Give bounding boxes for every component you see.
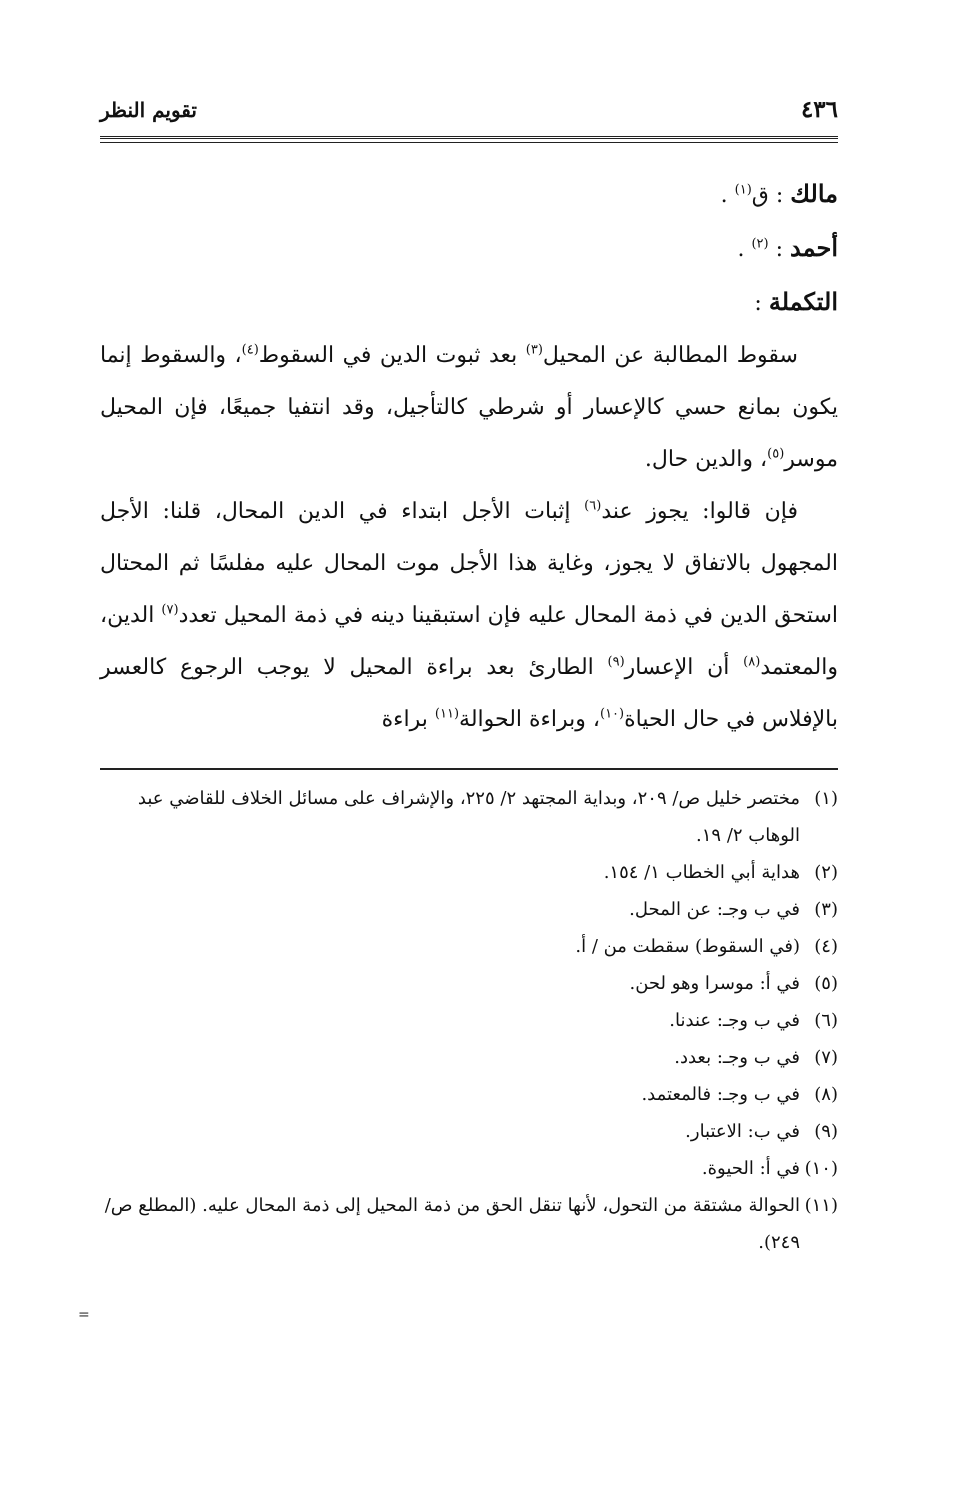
text-run: ، والسقوط إنما يكون بمانع حسي كالإعسار أو شرطي كالتأجيل، وقد انتفيا جميعًا، فإن المحيل موسر [100, 343, 838, 472]
footnote-ref: (٧) [161, 602, 179, 618]
page-number: ٤٣٦ [800, 96, 838, 123]
text-run: ، وبراءة الحوالة [459, 707, 600, 732]
footnote-ref: (٨) [743, 654, 761, 670]
head-ahmad [100, 222, 838, 276]
paragraph [100, 330, 838, 486]
head-malik [100, 168, 838, 222]
footnote [100, 965, 838, 1002]
text-run: أن الإعسار [624, 655, 744, 680]
footnote [100, 854, 838, 891]
footnote-number: (٥) [814, 973, 838, 994]
footnote-text: (في السقوط) سقطت من / أ. [575, 936, 800, 957]
footnote-number: (٢) [814, 862, 838, 883]
footnote-text: في ب: الاعتبار. [685, 1121, 800, 1142]
footnote [100, 928, 838, 965]
head-text: : [775, 237, 784, 262]
text-run: براءة [381, 707, 435, 732]
running-title: تقويم النظر [100, 98, 197, 122]
footnote-number: (٨) [814, 1084, 838, 1105]
footnote-number: (٧) [814, 1047, 838, 1068]
footnote-number: (١) [814, 788, 838, 809]
footnote-text: في أ: موسرا وهو لحن. [629, 973, 800, 994]
head-label: التكملة [768, 287, 838, 316]
footnote-ref: (٤) [241, 342, 259, 358]
footnote-number: (١٠) [804, 1158, 838, 1179]
text-run: بعد ثبوت الدين في السقوط [258, 343, 526, 368]
footnote-text: في ب وجـ: فالمعتمد. [641, 1084, 800, 1105]
footnote [100, 1039, 838, 1076]
footnote [100, 1002, 838, 1039]
footnote-ref: (٣) [525, 342, 543, 358]
text-run: ، والدين حال. [644, 447, 768, 472]
footnote [100, 1187, 838, 1261]
book-page [100, 80, 838, 1380]
footnote-text: في ب وجـ: بعدد. [674, 1047, 800, 1068]
footnote-text: هداية أبي الخطاب ١/ ١٥٤. [603, 862, 800, 883]
footnote-ref: (١٠) [599, 706, 625, 722]
head-label: مالك [790, 179, 838, 208]
footnote-text: في ب وجـ: عن المحل. [629, 899, 800, 920]
footnote-text: في أ: الحيوة. [701, 1158, 800, 1179]
footnote-number: (٤) [814, 936, 838, 957]
footnote-ref: (٢) [751, 236, 769, 252]
footnote-text: في ب وجـ: عندنا. [669, 1010, 800, 1031]
margin-mark: = [78, 1307, 90, 1323]
page-header [100, 80, 838, 138]
footnote-number: (٩) [814, 1121, 838, 1142]
footnote [100, 891, 838, 928]
head-text: : ق [751, 183, 784, 208]
footnote-ref: (١) [734, 182, 752, 198]
footnote-number: (١١) [804, 1195, 838, 1216]
footnote [100, 1076, 838, 1113]
text-run: فإن قالوا: يجوز عند [601, 499, 798, 524]
text-run: الطارئ بعد براءة المحيل لا يوجب الرجوع كالعسر بالإفلاس في حال الحياة [100, 655, 838, 732]
head-takmila [100, 276, 838, 330]
footnote-ref: (٩) [607, 654, 625, 670]
footnote-ref: (١١) [434, 706, 460, 722]
footnote-number: (٣) [814, 899, 838, 920]
text-run: الدين، والمعتمد [100, 603, 838, 680]
head-end: . [737, 237, 745, 262]
footnote-number: (٦) [814, 1010, 838, 1031]
footnotes [100, 780, 838, 1261]
footnote [100, 1113, 838, 1150]
head-text: : [754, 291, 762, 316]
head-end: . [720, 183, 728, 208]
footnote-text: مختصر خليل ص/ ٢٠٩، وبداية المجتهد ٢/ ٢٢٥، والإشراف على مسائل الخلاف للقاضي عبد الوهاب ٢/ ١٩. [137, 788, 800, 846]
main-text [100, 168, 838, 746]
text-run: إثبات الأجل ابتداء في الدين المحال، قلنا: الأجل المجهول بالاتفاق لا يجوز، وغاية هذا الأجل موت المحال عليه مفلسًا ثم المحتال استحق الدين في ذمة المحال عليه فإن استبقينا دينه في ذمة المحيل تعدد [100, 499, 839, 628]
paragraph [100, 486, 838, 746]
text-run: سقوط المطالبة عن المحيل [542, 343, 798, 368]
footnote-text: الحوالة مشتقة من التحول، لأنها تنقل الحق من ذمة المحيل إلى ذمة المحال عليه. (المطلع ص/ ٢٤٩). [104, 1195, 800, 1253]
footnote-ref: (٦) [584, 498, 602, 514]
header-rule [100, 136, 838, 143]
head-label: أحمد [790, 233, 838, 262]
footnote-rule [100, 768, 838, 770]
footnote [100, 780, 838, 854]
footnote-ref: (٥) [767, 446, 785, 462]
footnote [100, 1150, 838, 1187]
